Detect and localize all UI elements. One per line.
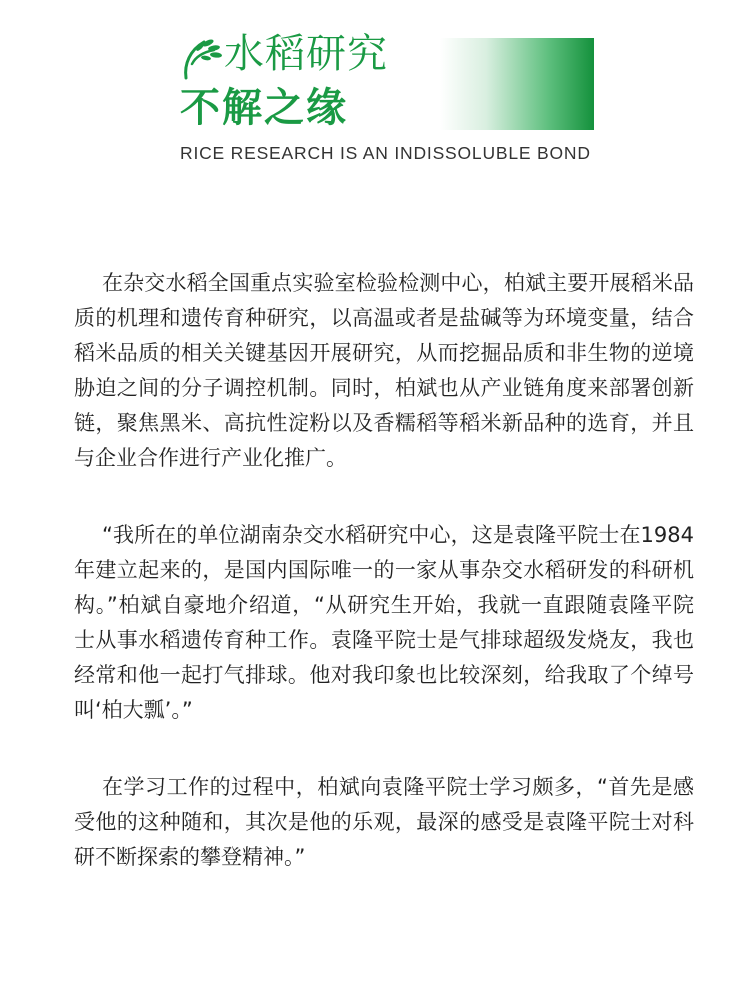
article-body	[74, 266, 694, 875]
title-line1: 水稻研究	[224, 31, 388, 77]
paragraph-2: “我所在的单位湖南杂交水稻研究中心，这是袁隆平院士在1984年建立起来的，是国内国际唯一的一家从事杂交水稻研发的科研机构。”柏斌自豪地介绍道，“从研究生开始，我就一直跟随袁隆平院士从事水稻遗传育种工作。袁隆平院士是气排球超级发烧友，我也经常和他一起打气排球。他对我印象也比较深刻，给我取了个绰号叫‘柏大瓢’。”	[74, 523, 694, 722]
article-header	[0, 0, 756, 180]
paragraph-3: 在学习工作的过程中，柏斌向袁隆平院士学习颇多，“首先是感受他的这种随和，其次是他的乐观，最深的感受是袁隆平院士对科研不断探索的攀登精神。”	[74, 775, 694, 869]
paragraph-1: 在杂交水稻全国重点实验室检验检测中心，柏斌主要开展稻米品质的机理和遗传育种研究，以高温或者是盐碱等为环境变量，结合稻米品质的相关关键基因开展研究，从而挖掘品质和非生物的逆境胁迫之间的分子调控机制。同时，柏斌也从产业链角度来部署创新链，聚焦黑米、高抗性淀粉以及香糯稻等稻米新品种的选育，并且与企业合作进行产业化推广。	[74, 271, 694, 470]
decorative-gradient	[440, 38, 594, 130]
subtitle: RICE RESEARCH IS AN INDISSOLUBLE BOND	[180, 143, 591, 163]
title-line2: 不解之缘	[180, 85, 348, 131]
rice-stalk-icon	[178, 34, 224, 80]
